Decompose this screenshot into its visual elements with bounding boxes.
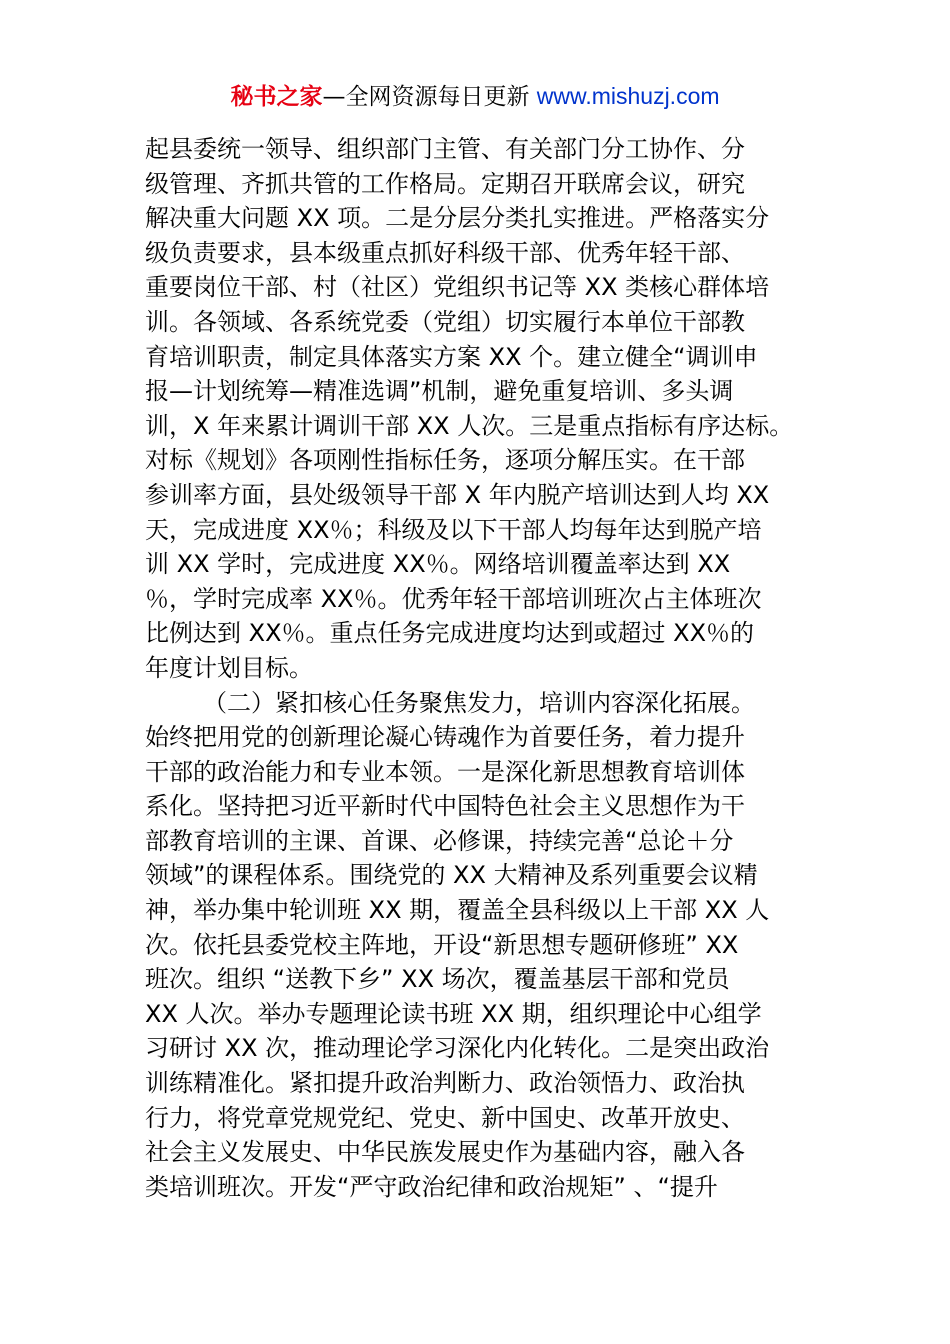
site-url-link[interactable]: www.mishuzj.com: [536, 83, 720, 109]
document-body: [145, 132, 825, 1204]
text-line: 次。依托县委党校主阵地，开设“新思想专题研修班” XX: [145, 930, 739, 959]
text-line: 报—计划统筹—精准选调”机制，避免重复培训、多头调: [145, 377, 734, 406]
text-line: 社会主义发展史、中华民族发展史作为基础内容，融入各: [145, 1138, 745, 1167]
text-line: 类培训班次。开发“严守政治纪律和政治规矩” 、“提升: [145, 1172, 718, 1201]
section-heading: （二）紧扣核心任务聚焦发力，培训内容深化拓展。: [203, 688, 755, 717]
text-line: 训 XX 学时，完成进度 XX％。网络培训覆盖率达到 XX: [145, 550, 731, 579]
text-line: 重要岗位干部、村（社区）党组织书记等 XX 类核心群体培: [145, 273, 770, 302]
text-line: 班次。组织 “送教下乡” XX 场次，覆盖基层干部和党员: [145, 965, 730, 994]
text-line: 习研讨 XX 次，推动理论学习深化内化转化。二是突出政治: [145, 1034, 770, 1063]
text-line: 天，完成进度 XX％；科级及以下干部人均每年达到脱产培: [145, 515, 762, 544]
text-line: 训，X 年来累计调训干部 XX 人次。三是重点指标有序达标。: [145, 411, 794, 440]
site-brand: 秘书之家: [230, 84, 323, 110]
text-line: 参训率方面，县处级领导干部 X 年内脱产培训达到人均 XX: [145, 480, 770, 509]
text-line: 始终把用党的创新理论凝心铸魂作为首要任务，着力提升: [145, 723, 745, 752]
text-line: 起县委统一领导、组织部门主管、有关部门分工协作、分: [145, 135, 745, 163]
text-line: 系化。坚持把习近平新时代中国特色社会主义思想作为干: [145, 792, 745, 821]
text-line: 训。各领域、各系统党委（党组）切实履行本单位干部教: [145, 307, 745, 336]
text-line: XX 人次。举办专题理论读书班 XX 期，组织理论中心组学: [145, 999, 762, 1028]
text-line: 育培训职责，制定具体落实方案 XX 个。建立健全“调训申: [145, 342, 758, 371]
text-line: 训练精准化。紧扣提升政治判断力、政治领悟力、政治执: [145, 1069, 745, 1098]
text-line: 神，举办集中轮训班 XX 期，覆盖全县科级以上干部 XX 人: [145, 896, 770, 925]
text-line: 行力，将党章党规党纪、党史、新中国史、改革开放史、: [145, 1103, 745, 1132]
text-line: 部教育培训的主课、首课、必修课，持续完善“总论＋分: [145, 826, 734, 855]
text-line: 解决重大问题 XX 项。二是分层分类扎实推进。严格落实分: [145, 204, 770, 233]
text-line: 对标《规划》各项刚性指标任务，逐项分解压实。在干部: [145, 446, 745, 475]
text-line: 领域”的课程体系。围绕党的 XX 大精神及系列重要会议精: [145, 861, 758, 890]
site-slogan: —全网资源每日更新: [322, 84, 537, 110]
text-line: 干部的政治能力和专业本领。一是深化新思想教育培训体: [145, 757, 745, 786]
text-line: 级负责要求，县本级重点抓好科级干部、优秀年轻干部、: [145, 238, 745, 267]
text-line: 年度计划目标。: [145, 653, 313, 682]
site-header: [0, 80, 950, 113]
text-line: 级管理、齐抓共管的工作格局。定期召开联席会议，研究: [145, 169, 745, 198]
text-line: 比例达到 XX％。重点任务完成进度均达到或超过 XX％的: [145, 619, 755, 648]
text-line: ％，学时完成率 XX％。优秀年轻干部培训班次占主体班次: [145, 584, 762, 613]
